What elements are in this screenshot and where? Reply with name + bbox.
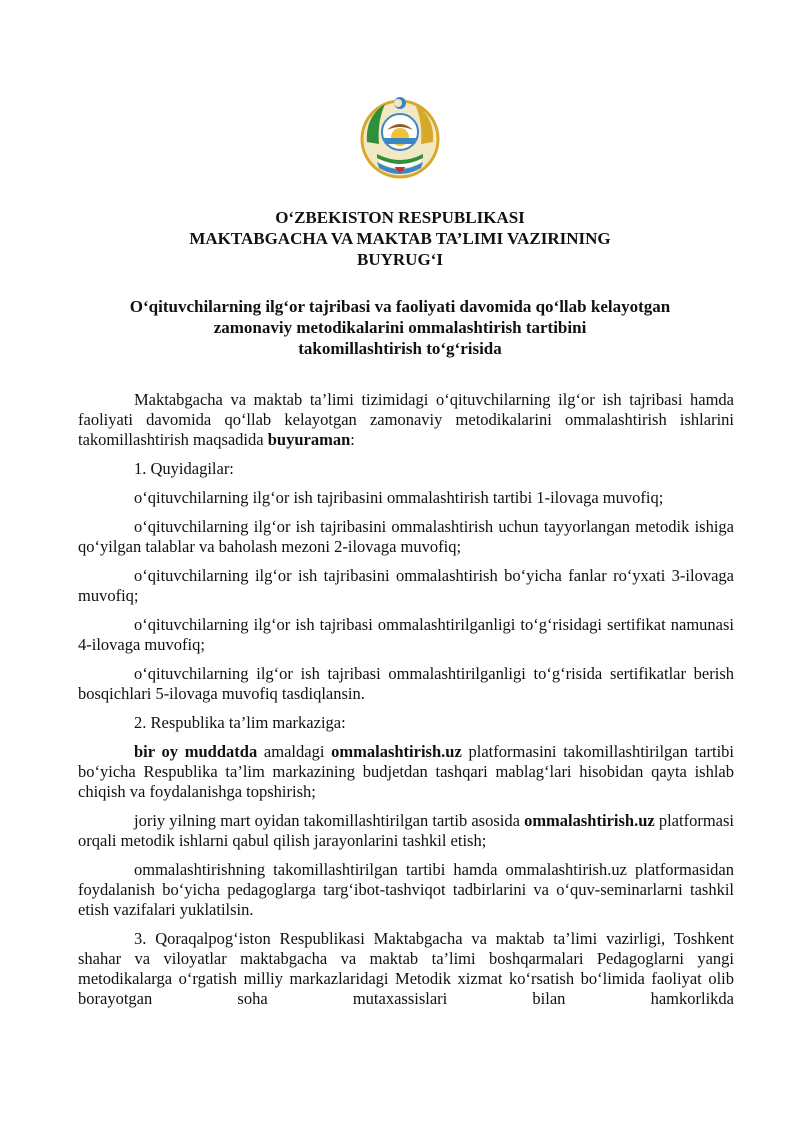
item-2-b-text-2: platformasi orqali metodik ishlarni qabul qilish jarayonlarini tashkil etish;	[78, 811, 734, 850]
item-1-c: o‘qituvchilarning ilg‘or ish tajribasini ommalashtirish bo‘yicha fanlar ro‘yxati 3-ilovaga muvofiq;	[78, 566, 734, 605]
item-1-d: o‘qituvchilarning ilg‘or ish tajribasi ommalashtirilganligi to‘g‘risidagi sertifikat namunasi 4-ilovaga muvofiq;	[78, 615, 734, 654]
item-2-heading: 2. Respublika ta’lim markaziga:	[134, 713, 346, 732]
header-line-3: BUYRUG‘I	[357, 250, 443, 269]
item-2-a	[78, 742, 734, 802]
item-2-b-text-1: joriy yilning mart oyidan takomillashtirilgan tartib asosida	[134, 811, 525, 830]
item-2-a-text-2: platformasini takomillashtirilgan tartibi bo‘yicha Respublika ta’lim markazining budjetdan tashqari mablag‘lari hisobidan qayta ishlab chiqish va foydalanishga topshirish;	[78, 742, 734, 801]
item-1-a: o‘qituvchilarning ilg‘or ish tajribasini ommalashtirish tartibi 1-ilovaga muvofiq;	[134, 488, 664, 507]
subject-line-2: zamonaviy metodikalarini ommalashtirish tartibini	[213, 318, 587, 337]
item-2-a-bold-1: bir oy muddatda	[134, 742, 258, 761]
document-body	[78, 390, 734, 1018]
document-subject	[60, 296, 740, 359]
intro-end: :	[350, 430, 355, 449]
intro-bold-word: buyuraman	[267, 430, 351, 449]
item-2-c: ommalashtirishning takomillashtirilgan tartibi hamda ommalashtirish.uz platformasidan foydalanish bo‘yicha pedagoglarga targ‘ibot-tashviqot tadbirlarini va o‘quv-seminarlarni tashkil etish vazifalari yuklatilsin.	[78, 860, 734, 919]
document-header	[60, 207, 740, 270]
subject-line-3: takomillashtirish to‘g‘risida	[298, 339, 502, 358]
item-2-b	[78, 811, 734, 851]
item-1-b: o‘qituvchilarning ilg‘or ish tajribasini ommalashtirish uchun tayyorlangan metodik ishiga qo‘yilgan talablar va baholash mezoni 2-ilovaga muvofiq;	[78, 517, 734, 556]
subject-line-1: O‘qituvchilarning ilg‘or tajribasi va faoliyati davomida qo‘llab kelayotgan	[129, 297, 671, 316]
item-1-heading: 1. Quyidagilar:	[134, 459, 234, 478]
item-1-e: o‘qituvchilarning ilg‘or ish tajribasi ommalashtirilganligi to‘g‘risida sertifikatlar berish bosqichlari 5-ilovaga muvofiq tasdiqlansin.	[78, 664, 734, 703]
item-2-a-bold-2: ommalashtirish.uz	[331, 742, 462, 761]
header-line-1: O‘ZBEKISTON RESPUBLIKASI	[275, 208, 525, 227]
uzbekistan-state-emblem-icon	[355, 92, 445, 182]
intro-paragraph	[78, 390, 734, 450]
header-line-2: MAKTABGACHA VA MAKTAB TA’LIMI VAZIRINING	[189, 229, 611, 248]
intro-text: Maktabgacha va maktab ta’limi tizimidagi o‘qituvchilarning ilg‘or ish tajribasi hamda faoliyati davomida qo‘llab kelayotgan zamonaviy metodikalarini ommalashtirish ishlarini takomillashtirish maqsadida	[78, 390, 734, 449]
item-2-b-bold: ommalashtirish.uz	[524, 811, 655, 830]
item-2-a-text-1: amaldagi	[257, 742, 332, 761]
item-3: 3. Qoraqalpog‘iston Respublikasi Maktabgacha va maktab ta’limi vazirligi, Toshkent shahar va viloyatlar maktabgacha va maktab ta’limi boshqarmalari Pedagoglarni yangi metodikalarga o‘rgatish milliy markazlaridagi Metodik xizmat ko‘rsatish bo‘limida faoliyat olib borayotgan soha mutaxassislari bilan hamkorlikda	[78, 929, 734, 1008]
